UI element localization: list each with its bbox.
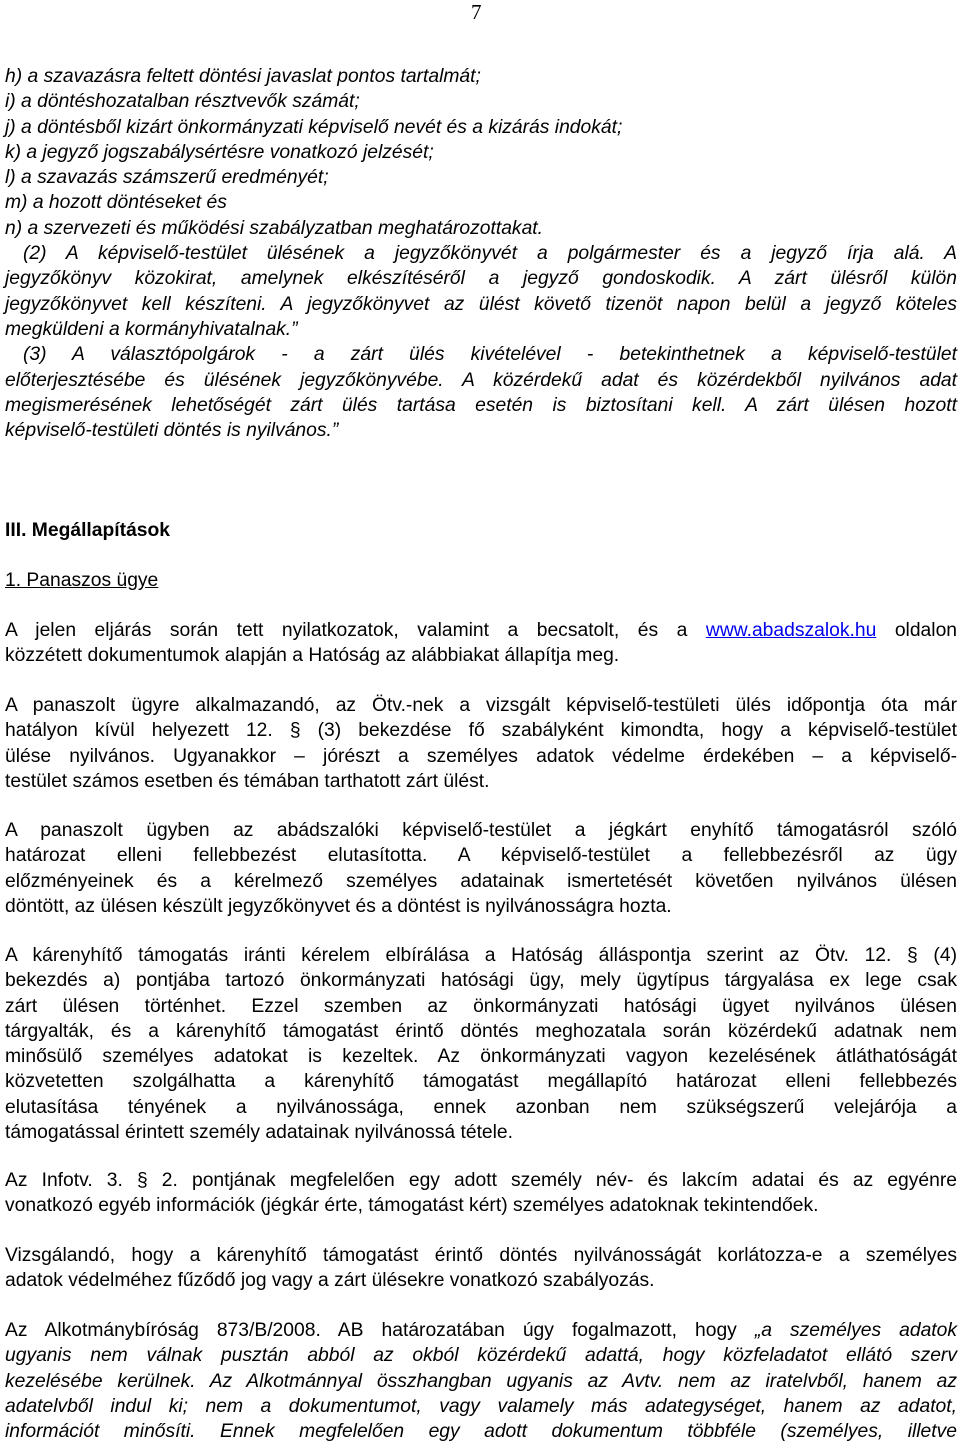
website-link[interactable]: www.abadszalok.hu bbox=[705, 620, 877, 641]
paragraph-line: ugyanis nem válnak pusztán abból az okból közérdekű adattá, hogy közfeladatot ellátó szerv bbox=[5, 1345, 957, 1367]
paragraph-line: kezelésébe kerülnek. Az Alkotmánnyal összhangban ugyanis az Avtv. nem az iratelvből, hanem az bbox=[5, 1370, 957, 1392]
paragraph-line: döntött, az ülésen készült jegyzőkönyvet és a döntést is nyilvánosságra hozta. bbox=[5, 895, 672, 917]
paragraph-line: Az Infotv. 3. § 2. pontjának megfelelően egy adott személy név- és lakcím adatai és az egyénre bbox=[5, 1170, 957, 1191]
paragraph-line: adatelvből indul ki; nem a dokumentumot, vagy valamely más adategységet, hanem az adatot, bbox=[5, 1395, 957, 1417]
intro-paragraph bbox=[5, 618, 957, 669]
list-item: n) a szervezeti és működési szabályzatban meghatározottakat. bbox=[5, 217, 544, 239]
list-item: h) a szavazásra feltett döntési javaslat pontos tartalmát; bbox=[5, 66, 481, 87]
section-heading: III. Megállapítások bbox=[5, 520, 171, 541]
list-item: l) a szavazás számszerű eredményét; bbox=[5, 167, 329, 189]
paragraph-line: előterjesztésébe és ülésének jegyzőkönyvébe. A közérdekű adat és közérdekből nyilvános adat bbox=[5, 369, 957, 391]
intro-text: oldalon bbox=[894, 620, 958, 641]
paragraph-line: vonatkozó egyéb információk (jégkár érte, támogatást kért) személyes adatoknak tekintendőek. bbox=[5, 1195, 819, 1217]
paragraph-line: testület számos esetben és témában tarthatott zárt ülést. bbox=[5, 770, 490, 792]
case-paragraph bbox=[5, 818, 957, 919]
paragraph-line: minősülő személyes adatokat is kezeltek. Az önkormányzati vagyon kezelésének átláthatóságát bbox=[5, 1046, 957, 1068]
paragraph-line: ülése nyilvános. Ugyanakkor – jórészt a személyes adatok védelme érdekében – a képviselő- bbox=[5, 745, 957, 767]
paragraph-line: megküldeni a kormányhivatalnak.” bbox=[5, 318, 298, 340]
paragraph-line: információt minősíti. Ennek megfelelően egy adott dokumentum többféle (személyes, illetve bbox=[5, 1421, 957, 1443]
paragraph-line: jegyzőkönyv közokirat, amelynek elkészítéséről a jegyző gondoskodik. A zárt ülésről külön bbox=[5, 268, 957, 290]
paragraph-line: elutasítása tényének a nyilvánossága, ennek azonban nem szükségszerű velejárója a bbox=[5, 1096, 957, 1118]
paragraph-line: hatályon kívül helyezett 12. § (3) bekezdése fő szabályként kimondta, hogy a képviselő-testület bbox=[5, 720, 957, 742]
list-item: m) a hozott döntéseket és bbox=[5, 192, 227, 214]
paragraph-line: zárt ülésen történhet. Ezzel szemben az önkormányzati hatósági ügyet nyilvános ülésen bbox=[5, 995, 957, 1017]
paragraph-line: (2) A képviselő-testület ülésének a jegyzőkönyvét a polgármester és a jegyző írja alá. A bbox=[23, 243, 957, 265]
court-text: Az Alkotmánybíróság 873/B/2008. AB határozatában úgy fogalmazott, hogy bbox=[5, 1320, 755, 1341]
list-item: i) a döntéshozatalban résztvevők számát; bbox=[5, 91, 360, 113]
paragraph-line: képviselő-testületi döntés is nyilvános.” bbox=[5, 420, 339, 442]
quoted-paragraph-3 bbox=[5, 342, 957, 443]
paragraph-line: előzményeinek és a kérelmező személyes adatainak ismertetését követően nyilvános ülésen bbox=[5, 870, 957, 892]
paragraph-line: megismerésének lehetőségét zárt ülés tartása esetén is biztosítani kell. A zárt ülésen hozott bbox=[5, 394, 957, 416]
paragraph-line: támogatással érintett személy adatainak nyilvánossá tétele. bbox=[5, 1122, 514, 1144]
paragraph-line: közvetetten szolgálhatta a kárenyhítő támogatást megállapító határozat elleni fellebbezés bbox=[5, 1071, 957, 1093]
quoted-law-text bbox=[5, 64, 957, 443]
paragraph-line: A panaszolt ügyben az abádszalóki képviselő-testület a jégkárt enyhítő támogatásról szóló bbox=[5, 820, 957, 841]
law-paragraph bbox=[5, 693, 957, 794]
paragraph-line: A kárenyhítő támogatás iránti kérelem elbírálása a Hatóság álláspontja szerint az Ötv. 12. § (4) bbox=[5, 945, 957, 966]
paragraph-line bbox=[5, 618, 957, 643]
paragraph-line: határozat elleni fellebbezést elutasította. A képviselő-testület a fellebbezésről az ügy bbox=[5, 845, 957, 867]
paragraph-line: (3) A választópolgárok - a zárt ülés kivételével - betekinthetnek a képviselő-testület bbox=[23, 344, 957, 366]
list-item: k) a jegyző jogszabálysértésre vonatkozó jelzését; bbox=[5, 141, 434, 163]
paragraph-line: közzétett dokumentumok alapján a Hatóság az alábbiakat állapítja meg. bbox=[5, 645, 620, 667]
list-item: j) a döntésből kizárt önkormányzati képviselő nevét és a kizárás indokát; bbox=[5, 116, 623, 138]
infotv-paragraph bbox=[5, 1168, 957, 1219]
quoted-paragraph-2 bbox=[5, 241, 957, 342]
examine-paragraph bbox=[5, 1243, 957, 1294]
court-paragraph bbox=[5, 1318, 957, 1444]
intro-text: A jelen eljárás során tett nyilatkozatok, valamint a becsatolt, és a bbox=[5, 620, 688, 641]
court-quote: „a személyes adatok bbox=[754, 1320, 958, 1341]
position-paragraph bbox=[5, 943, 957, 1145]
paragraph-line: Vizsgálandó, hogy a kárenyhítő támogatást érintő döntés nyilvánosságát korlátozza-e a személyes bbox=[5, 1245, 957, 1266]
subheading: 1. Panaszos ügye bbox=[5, 570, 159, 591]
paragraph-line: bekezdés a) pontjába tartozó önkormányzati hatósági ügy, mely ügytípus tárgyalása ex lege csak bbox=[5, 970, 957, 992]
paragraph-line bbox=[5, 1318, 957, 1343]
paragraph-line: adatok védelméhez fűződő jog vagy a zárt ülésekre vonatkozó szabályozás. bbox=[5, 1270, 655, 1292]
paragraph-line: jegyzőkönyvet kell készíteni. A jegyzőkönyvet az ülést követő tizenöt napon belül a jegyző köteles bbox=[5, 293, 957, 315]
paragraph-line: tárgyalták, és a kárenyhítő támogatást érintő döntés meghozatala során közérdekű adatnak nem bbox=[5, 1020, 957, 1042]
paragraph-line: A panaszolt ügyre alkalmazandó, az Ötv.-nek a vizsgált képviselő-testületi ülés időpontja óta már bbox=[5, 695, 957, 716]
page-number: 7 bbox=[471, 0, 482, 24]
